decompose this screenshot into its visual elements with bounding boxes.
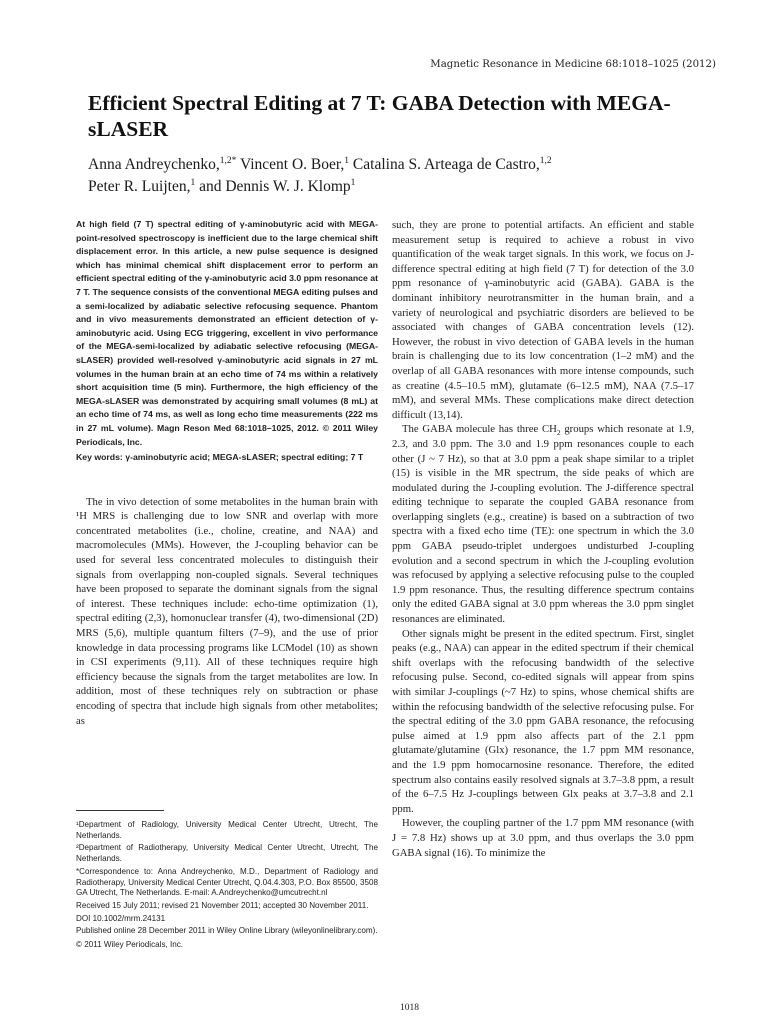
introduction-paragraph: The in vivo detection of some metabolites in the human brain with ¹H MRS is challenging due to low SNR and overlap with more concentrated metabolites (i.e., choline, creatine, and NAA) and macromolecules (MMs). However, the J-coupling behavior can be used for several less concentrated molecules to distinguish their signals from overlapping non-coupled signals. Several techniques have been proposed to separate the dominant signals from the signal of interest. These techniques include: echo-time optimization (1), spectral editing (2,3), homonuclear transfer (4), two-dimensional (2D) MRS (5,6), multiple quantum filters (7–9), and the use of prior knowledge in data processing programs like LCModel (10) as shown in CSI experiments (9,11). All of these techniques require high efficiency because the signals from the target metabolites are low. In addition, most of these techniques rely on subtraction or phase encoding of spectra that include high signals from other metabolites; as <box>76 495 378 727</box>
affiliation-note: ¹Department of Radiology, University Medical Center Utrecht, Utrecht, The Netherlands. <box>76 820 378 840</box>
author-affiliation: 1 <box>190 177 196 188</box>
author-name: Vincent O. Boer, <box>239 156 345 173</box>
text-run: groups which resonate at 1.9, 2.3, and 3.0 ppm. The 3.0 and 1.9 ppm resonances couple to each other (J ~ 7 Hz), so that at 3.0 ppm a peak shape similar to a triplet (15) is visible in the MR spectrum, the side peaks of which are modulated during the J-coupling evolution. The J-difference spectral editing technique to separate the coupled GABA resonance from overlapping singlets (e.g., creatine) is based on a subtraction of two spectra with a fixed echo time (TE): one spectrum in which the 3.0 ppm GABA pseudo-triplet undergoes undisturbed J-coupling evolution and a second spectrum in which the J-coupling evolution was refocused by applying a selective refocusing pulse to the coupled 1.9 ppm resonance. Thus, the resulting difference spectrum contains only the edited GABA signal at 3.0 ppm whereas the 3.0 ppm singlet resonances are eliminated. <box>392 423 694 626</box>
author-affiliation: 1 <box>344 155 350 166</box>
correspondence-note: *Correspondence to: Anna Andreychenko, M.D., Department of Radiology and Radiotherapy, University Medical Center Utrecht, Q.04.4.303, P.O. Box 85500, 3508 GA Utrecht, The Netherlands. E-mail: A.Andreychenko@umcutrecht.nl <box>76 866 378 898</box>
author-name: and Dennis W. J. Klomp <box>199 178 351 195</box>
left-column <box>76 218 378 728</box>
body-paragraph: such, they are prone to potential artifacts. An efficient and stable measurement setup is required to achieve a robust in vivo quantification of the weak target signals. In this work, we focus on J-difference spectral editing at high field (7 T) for detection of the 3.0 ppm resonance of γ-aminobutyric acid (GABA). GABA is the dominant inhibitory neurotransmitter in the human brain, and a variety of neurological and psychiatric disorders are believed to be associated with changes of GABA concentration levels (12). However, the robust in vivo detection of GABA levels in the human brain is challenging due to its low concentration (1–2 mM) and the overlap of all GABA resonances with more intense compounds, such as creatine (4.5–10.5 mM), glutamate (6–12.5 mM), NAA (7.5–17 mM), and several MMs. These complications make direct detection difficult (13,14). <box>392 219 694 421</box>
author-list <box>88 154 728 198</box>
author-name: Anna Andreychenko, <box>88 156 220 173</box>
author-name: Peter R. Luijten, <box>88 178 191 195</box>
body-paragraph: Other signals might be present in the edited spectrum. First, singlet peaks (e.g., NAA) can appear in the edited spectrum if their chemical shift overlaps with the refocusing bandwidth of the selective refocusing pulse. Second, co-edited signals will appear from spins with similar J-couplings (~7 Hz) to spins, whose chemical shifts are within the refocusing bandwidth of the selective refocusing pulse. For the spectral editing of the 3.0 ppm GABA resonance, the refocusing pulse aimed at 1.9 ppm also affects part of the 2.1 ppm glutamate/glutamine (Glx) resonance, the 1.7 ppm MM resonance, and the 1.9 ppm homocarnosine resonance. Therefore, the edited spectrum also contains easily resolved signals at 3.7–3.8 ppm, a result of the 6–7.5 Hz J-couplings between Glx peaks at 3.7–3.8 and 2.1 ppm. <box>392 627 694 815</box>
text-run: The GABA molecule has three CH <box>402 423 557 436</box>
subscript: 2 <box>556 428 561 438</box>
author-name: Catalina S. Arteaga de Castro, <box>352 156 540 173</box>
abstract: At high field (7 T) spectral editing of γ-aminobutyric acid with MEGA-point-resolved spectroscopy is inefficient due to the large chemical shift displacement error. In this article, a new pulse sequence is designed which has minimal chemical shift displacement error to perform an efficient spectral editing of the γ-aminobutyric acid 3.0 ppm resonance at 7 T. The sequence consists of the conventional MEGA editing pulses and a semi-localized by adiabatic selective refocusing sequence. Phantom and in vivo measurements demonstrated an efficient detection of γ-aminobutyric acid. Using ECG triggering, excellent in vivo performance of the MEGA-semi-localized by adiabatic selective refocusing (MEGA-sLASER) provided well-resolved γ-aminobutyric acid signals in 27 mL volumes in the human brain at an echo time of 74 ms within a relatively short acquisition time (5 min). Furthermore, the high efficiency of the MEGA-sLASER was demonstrated by acquiring small volumes (8 mL) at an echo time of 74 ms, as well as long echo time measurements (222 ms in 27 mL volume). Magn Reson Med 68:1018–1025, 2012. © 2011 Wiley Periodicals, Inc. <box>76 219 378 447</box>
affiliation-note: ²Department of Radiotherapy, University Medical Center Utrecht, Utrecht, The Netherlands. <box>76 843 378 864</box>
keywords: Key words: γ-aminobutyric acid; MEGA-sLASER; spectral editing; 7 T <box>76 452 364 463</box>
author-affiliation: 1 <box>350 177 356 188</box>
doi-note: DOI 10.1002/mrm.24131 <box>76 913 166 923</box>
footnotes <box>76 820 378 953</box>
right-column <box>392 218 694 860</box>
author-affiliation: 1,2* <box>219 155 237 166</box>
published-note: Published online 28 December 2011 in Wiley Online Library (wileyonlinelibrary.com). <box>76 926 378 936</box>
author-affiliation: 1,2 <box>539 155 552 166</box>
body-paragraph <box>392 422 694 626</box>
journal-header: Magnetic Resonance in Medicine 68:1018–1025 (2012) <box>430 59 716 70</box>
received-note: Received 15 July 2011; revised 21 November 2011; accepted 30 November 2011. <box>76 900 369 910</box>
copyright-note: © 2011 Wiley Periodicals, Inc. <box>76 940 184 950</box>
article-title: Efficient Spectral Editing at 7 T: GABA Detection with MEGA-sLASER <box>88 91 671 141</box>
footnote-divider <box>76 810 164 811</box>
page-number: 1018 <box>400 1003 419 1013</box>
body-paragraph: However, the coupling partner of the 1.7 ppm MM resonance (with J = 7.8 Hz) shows up at 3.0 ppm, and thus overlaps the 3.0 ppm GABA signal (16). To minimize the <box>392 817 694 859</box>
